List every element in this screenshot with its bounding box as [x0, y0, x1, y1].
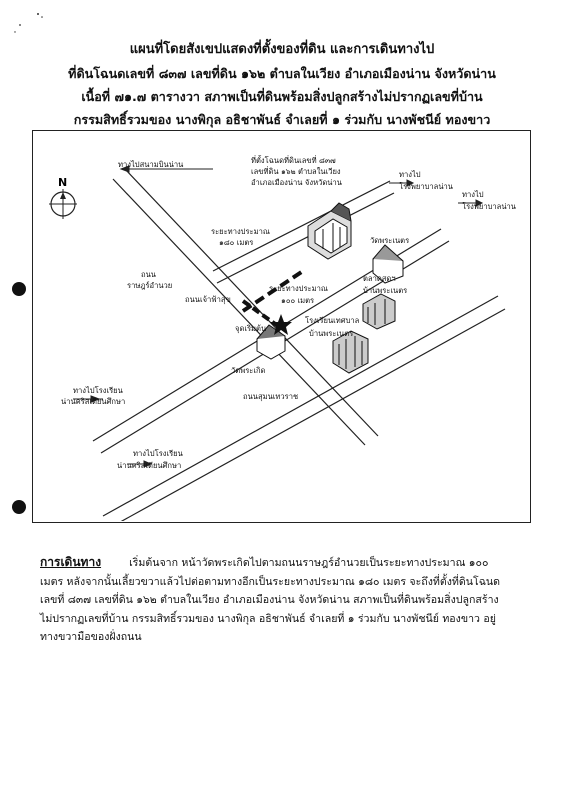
market-building-icon	[363, 294, 395, 329]
direction-arrows	[73, 166, 482, 467]
scan-specks	[8, 8, 48, 38]
label-distance-100-1: ระยะทางประมาณ	[269, 284, 328, 293]
label-to-school-b-2: น่านคริสเตียนศึกษา	[117, 461, 182, 470]
label-distance-180-1: ระยะทางประมาณ	[211, 227, 270, 236]
label-school-1: โรงเรียนเทศบาล	[305, 316, 360, 325]
label-distance-100-2: ๑๐๐ เมตร	[281, 296, 315, 305]
label-school-2: บ้านพระเนตร	[309, 329, 354, 338]
map-canvas	[33, 131, 529, 521]
label-site-3: อำเภอเมืองน่าน จังหวัดน่าน	[251, 178, 342, 187]
label-to-school-b-1: ทางไปโรงเรียน	[133, 449, 183, 458]
label-distance-180-2: ๑๘๐ เมตร	[219, 238, 254, 247]
binder-hole-top	[12, 282, 26, 296]
label-road-sumon: ถนนสุมนเทวราช	[243, 392, 299, 401]
title-line-2: ที่ดินโฉนดเลขที่ ๘๓๗ เลขที่ดิน ๑๖๒ ตำบลในเวียง อำเภอเมืองน่าน จังหวัดน่าน	[68, 66, 496, 81]
label-start-point: จุดเริ่มต้น	[235, 324, 267, 333]
label-road-chao-fa: ถนนเจ้าฟ้าสุข	[185, 295, 231, 304]
label-road-rat-2: ราษฎร์อำนวย	[127, 281, 173, 290]
directions-line-2: เมตร หลังจากนั้นเลี้ยวขวาแล้วไปต่อตามทางอีกเป็นระยะทางประมาณ ๑๘๐ เมตร จะถึงที่ตั้งที่ดินโฉนด	[40, 575, 501, 588]
north-arrow-icon	[49, 189, 77, 219]
directions-line-1: เริ่มต้นจาก หน้าวัดพระเกิดไปตามถนนราษฎร์อำนวยเป็นระยะทางประมาณ ๑๐๐	[129, 557, 489, 569]
label-site-1: ที่ตั้งโฉนดที่ดินเลขที่ ๘๓๗	[251, 156, 336, 165]
label-to-school-a-1: ทางไปโรงเรียน	[73, 386, 123, 395]
title-line-4: กรรมสิทธิ์รวมของ นางพิกุล อธิชาพันธ์ จำเลยที่ ๑ ร่วมกับ นางพัชนีย์ ทองขาว	[73, 112, 491, 127]
title-line-3: เนื้อที่ ๗๑.๗ ตารางวา สภาพเป็นที่ดินพร้อมสิ่งปลูกสร้างไม่ปรากฏเลขที่บ้าน	[81, 89, 483, 104]
directions-paragraph	[40, 553, 528, 647]
label-to-hospital-a-2: โรงพยาบาลน่าน	[399, 182, 453, 191]
north-label: N	[58, 176, 68, 189]
title-line-1: แผนที่โดยสังเขปแสดงที่ตั้งของที่ดิน และการเดินทางไป	[129, 42, 435, 57]
label-to-hospital-a-1: ทางไป	[399, 170, 421, 179]
directions-line-3: เลขที่ ๘๓๗ เลขที่ดิน ๑๖๒ ตำบลในเวียง อำเภอเมืองน่าน จังหวัดน่าน สภาพเป็นที่ดินพร้อมสิ่งปลูกสร้าง	[40, 594, 499, 607]
label-market-2: บ้านพระเนตร	[363, 286, 408, 295]
map-frame	[32, 130, 531, 523]
label-to-airport: ทางไปสนามบินน่าน	[118, 160, 184, 169]
label-to-hospital-b-2: โรงพยาบาลน่าน	[462, 202, 516, 211]
directions-line-5: ทางขวามือของฝั่งถนน	[40, 631, 142, 644]
binder-hole-bottom	[12, 500, 26, 514]
label-to-school-a-2: น่านคริสเตียนศึกษา	[61, 397, 126, 406]
label-market-1: ตลาดสดฯ	[363, 274, 396, 283]
label-to-hospital-b-1: ทางไป	[462, 190, 484, 199]
label-site-2: เลขที่ดิน ๑๖๒ ตำบลในเวียง	[251, 167, 341, 176]
site-building-icon	[308, 203, 351, 259]
label-wat-phra-net: วัดพระเนตร	[370, 236, 410, 245]
label-wat-phra-koet: วัดพระเกิด	[231, 366, 266, 375]
label-road-rat-1: ถนน	[141, 270, 156, 279]
directions-line-4: ไม่ปรากฏเลขที่บ้าน กรรมสิทธิ์รวมของ นางพิกุล อธิชาพันธ์ จำเลยที่ ๑ ร่วมกับ นางพัชนีย์ ทองขาว อยู่	[40, 612, 496, 625]
directions-label: การเดินทาง	[40, 555, 102, 569]
